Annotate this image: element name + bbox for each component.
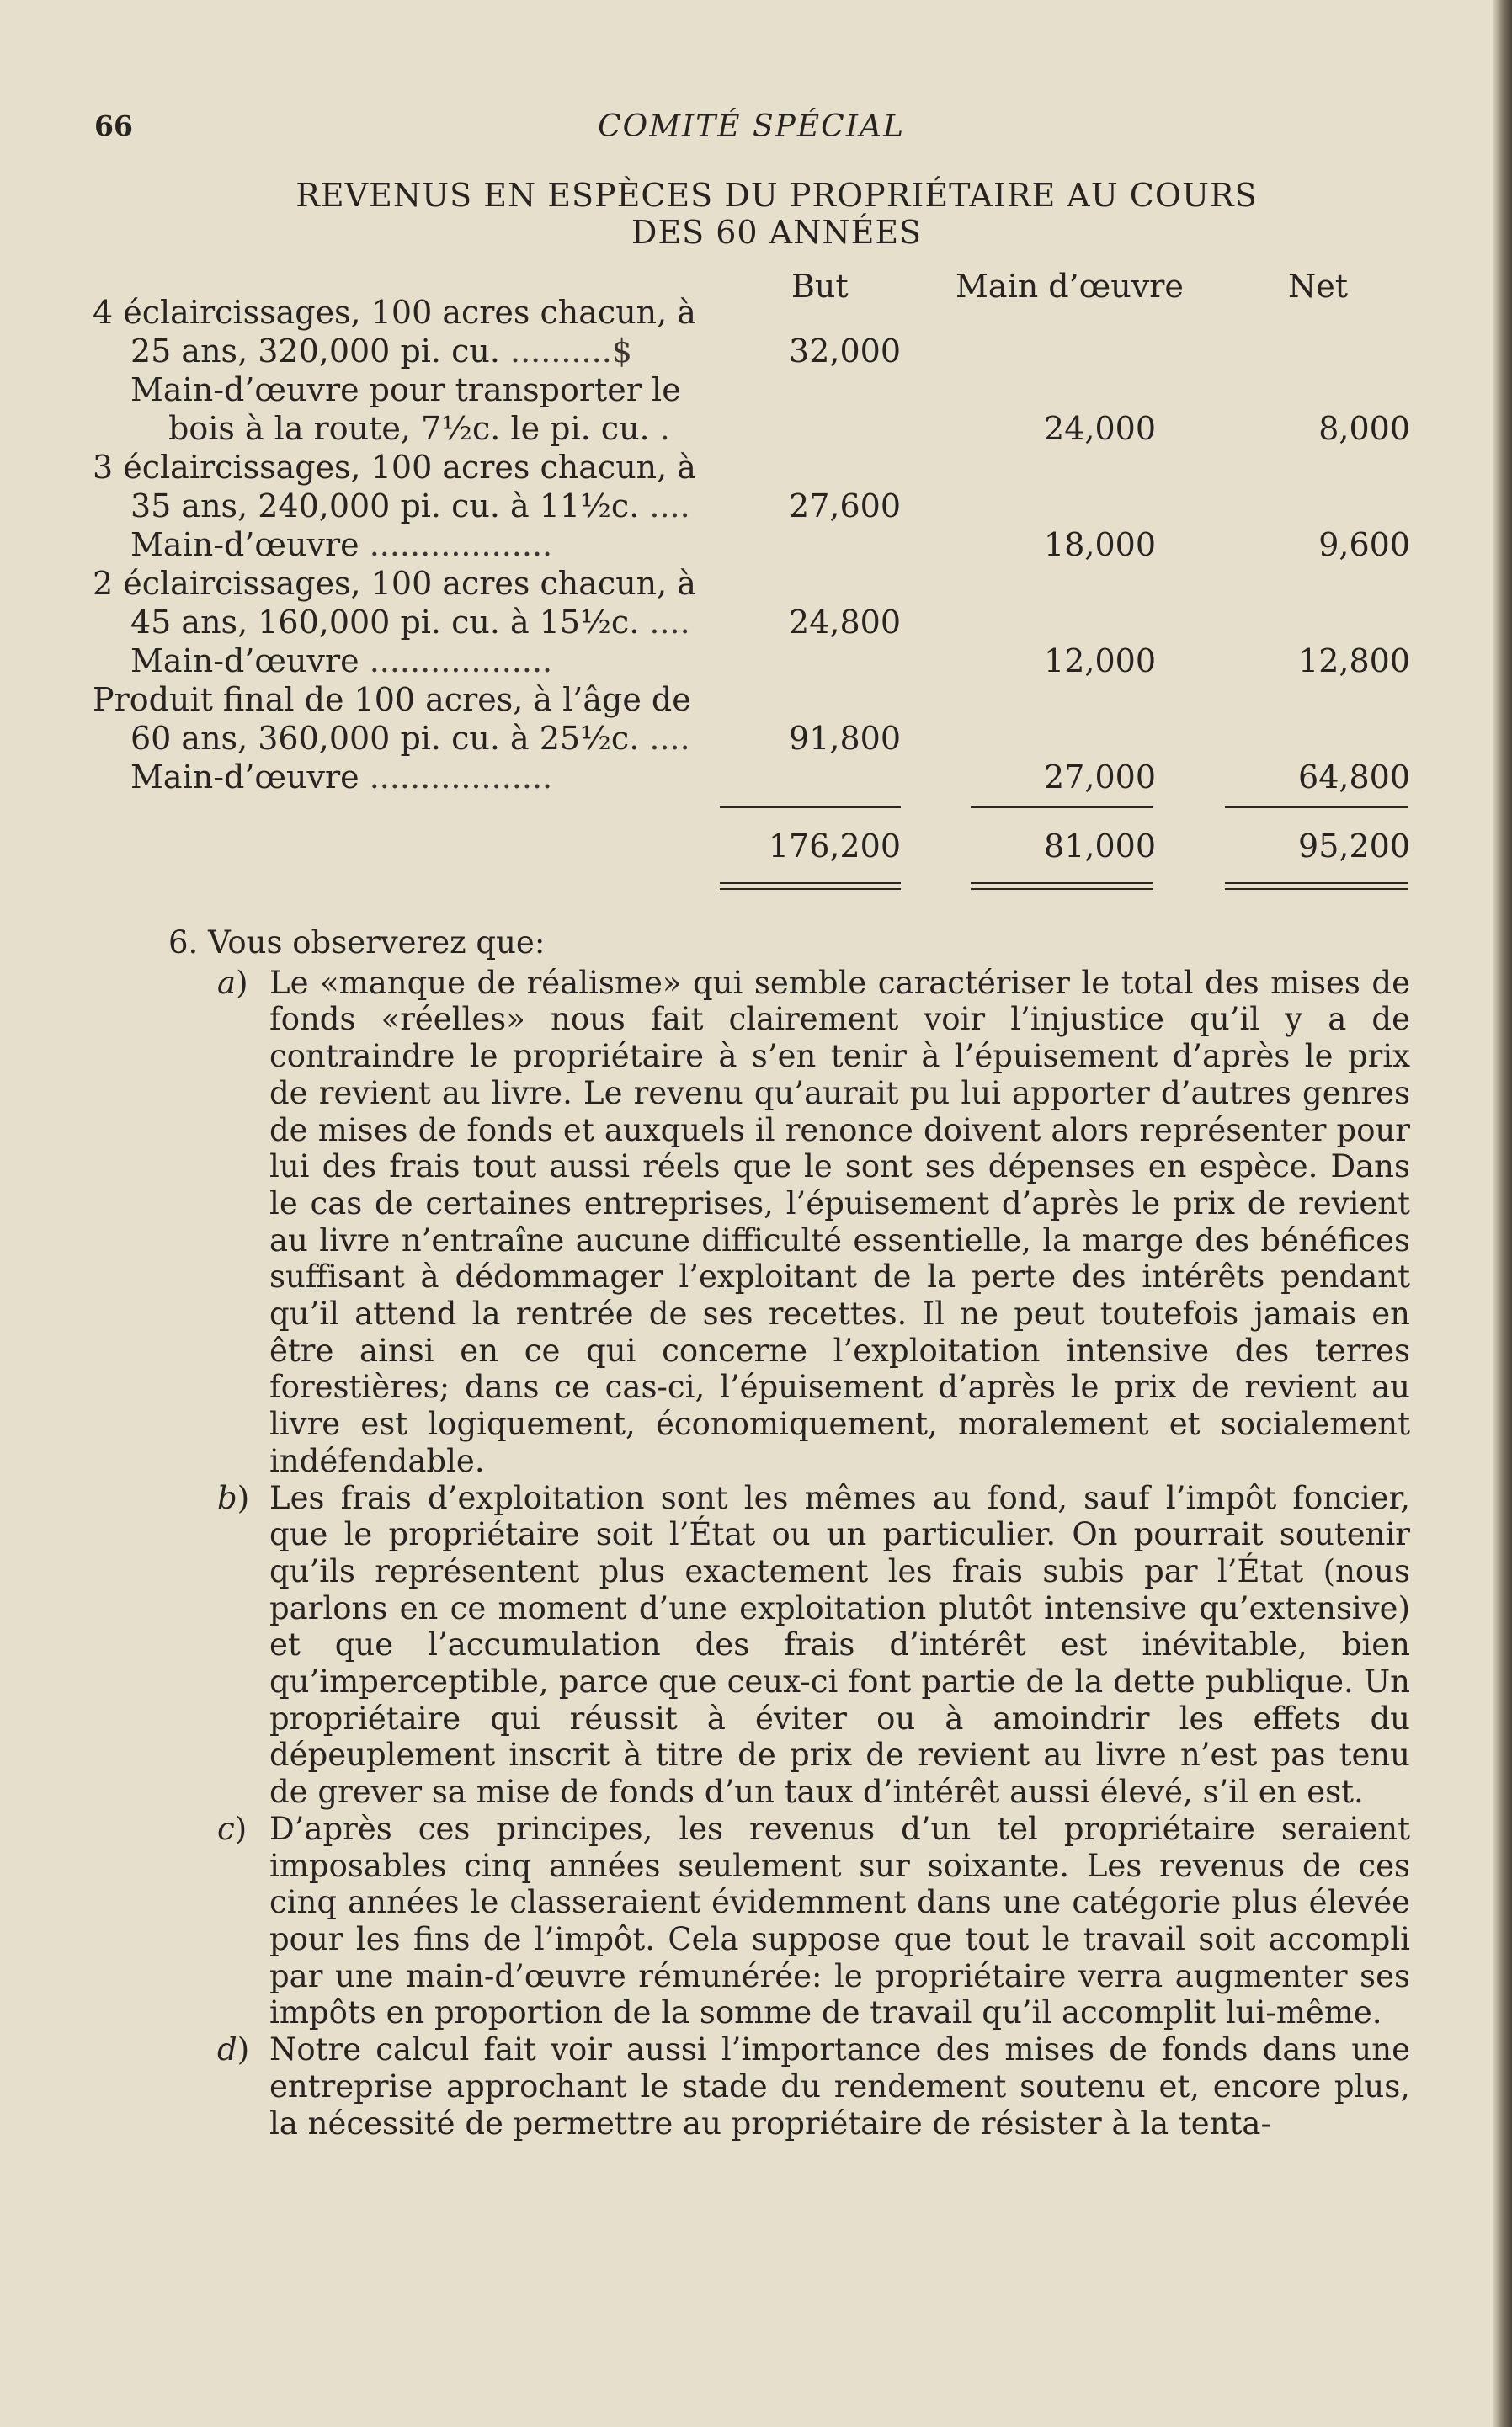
row-description: 35 ans, 240,000 pi. cu. à 11½c. bbox=[130, 487, 650, 524]
table-title-line-2: DES 60 ANNÉES bbox=[631, 214, 923, 251]
item-label: d bbox=[217, 2031, 237, 2068]
row-description: 25 ans, 320,000 pi. cu. bbox=[130, 333, 510, 370]
total-double-rule-net bbox=[1225, 882, 1408, 884]
table-row bbox=[93, 758, 1410, 796]
page-content bbox=[93, 101, 1410, 2142]
row-description: 3 éclaircissages, 100 acres chacun, à bbox=[93, 449, 696, 486]
section-intro: 6. Vous observerez que: bbox=[168, 924, 546, 961]
page-header bbox=[93, 101, 1410, 152]
table-row bbox=[93, 719, 1410, 758]
row-description: Produit final de 100 acres, à l’âge de bbox=[93, 681, 691, 718]
cell-but: 27,600 bbox=[789, 487, 901, 524]
table-row bbox=[93, 409, 1410, 448]
list-item: d) Notre calcul fait voir aussi l’importance des mises de fonds dans une entreprise approchant le stade du rendement soutenu et, encore plus, la nécessité de permettre au propriétaire de résister à la tenta- bbox=[217, 2031, 1410, 2142]
item-text: Le «manque de réalisme» qui semble caractériser le total des mises de fonds «réelles» nous fait clairement voir l’injustice qu’il y a de contraindre le propriétaire à s’en tenir à l’épuisement d’après le prix de revient au livre. Le revenu qu’aurait pu lui apporter d’autres genres de mises de fonds et auxquels il renonce doivent alors représenter pour lui des frais tout aussi réels que le sont ses dépenses en espèce. Dans le cas de certaines entreprises, l’épuisement d’après le prix de revient au livre n’entraîne aucune difficulté essentielle, la marge des bénéfices suffisant à dédommager l’exploitant de la perte des intérêts pendant qu’il attend la rentrée de ses recettes. Il ne peut toutefois jamais en être ainsi en ce qui concerne l’exploitation intensive des terres forestières; dans ce cas-ci, l’épuisement d’après le prix de revient au livre est logiquement, économiquement, moralement et socialement indéfendable. bbox=[269, 964, 1410, 1479]
cell-but: 32,000 bbox=[789, 333, 901, 370]
cell-net: 64,800 bbox=[1298, 758, 1410, 796]
total-double-rule-but bbox=[720, 888, 901, 890]
page-number: 66 bbox=[94, 109, 133, 142]
cell-net: 12,800 bbox=[1298, 642, 1410, 679]
cell-main-doeuvre: 27,000 bbox=[1044, 758, 1156, 796]
row-description: Main-d’œuvre bbox=[130, 642, 370, 679]
item-text: Les frais d’exploitation sont les mêmes au fond, sauf l’impôt foncier, que le propriétaire soit l’État ou un particulier. On pourrait soutenir qu’ils représentent plus exactement les frais subis par l’État (nous parlons en ce moment d’une exploitation plutôt intensive qu’extensive) et que l’accumulation des frais d’intérêt est inévitable, bien qu’imperceptible, parce que ceux-ci font partie de la dette publique. Un propriétaire qui réussit à éviter ou à amoindrir les effets du dépeuplement inscrit à titre de prix de revient au livre n’est pas tenu de grever sa mise de fonds d’un taux d’intérêt aussi élevé, s’il en est. bbox=[269, 1479, 1410, 1811]
row-description: Main-d’œuvre bbox=[130, 758, 370, 796]
total-main-doeuvre: 81,000 bbox=[1044, 828, 1156, 865]
column-header-main-doeuvre: Main d’œuvre bbox=[956, 268, 1184, 305]
table-row bbox=[93, 293, 1410, 332]
column-header-but: But bbox=[791, 268, 849, 305]
total-double-rule-main bbox=[971, 882, 1153, 884]
row-description: Main-d’œuvre pour transporter le bbox=[130, 371, 681, 408]
cell-main-doeuvre: 24,000 bbox=[1044, 410, 1156, 447]
list-item: c) D’après ces principes, les revenus d’un tel propriétaire seraient imposables cinq années seulement sur soixante. Les revenus de ces cinq années le classeraient évidemment dans une catégorie plus élevée pour les fins de l’impôt. Cela suppose que tout le travail soit accompli par une main-d’œuvre rémunérée: le propriétaire verra augmenter ses impôts en proportion de la somme de travail qu’il accomplit lui-même. bbox=[217, 1810, 1410, 2031]
item-text: D’après ces principes, les revenus d’un tel propriétaire seraient imposables cinq années seulement sur soixante. Les revenus de ces cinq années le classeraient évidemment dans une catégorie plus élevée pour les fins de l’impôt. Cela suppose que tout le travail soit accompli par une main-d’œuvre rémunérée: le propriétaire verra augmenter ses impôts en proportion de la somme de travail qu’il accomplit lui-même. bbox=[269, 1810, 1410, 2031]
item-text: Notre calcul fait voir aussi l’importance des mises de fonds dans une entreprise approchant le stade du rendement soutenu et, encore plus, la nécessité de permettre au propriétaire de résister à la tenta- bbox=[269, 2031, 1410, 2142]
table-row bbox=[93, 641, 1410, 680]
body-text bbox=[93, 924, 1410, 2142]
item-label: c bbox=[217, 1810, 235, 1847]
total-double-rule-net bbox=[1225, 888, 1408, 890]
subtotal-rule-main bbox=[971, 806, 1153, 808]
table-title-line-1: REVENUS EN ESPÈCES DU PROPRIÉTAIRE AU COURS bbox=[295, 177, 1258, 214]
table-row bbox=[93, 603, 1410, 641]
row-description: 2 éclaircissages, 100 acres chacun, à bbox=[93, 565, 696, 602]
table-row bbox=[93, 525, 1410, 564]
total-double-rule-main bbox=[971, 888, 1153, 890]
row-description: bois à la route, 7½c. le pi. cu. bbox=[168, 410, 660, 447]
item-label: b bbox=[217, 1479, 237, 1516]
subtotal-rule-net bbox=[1225, 806, 1408, 808]
subtotal-rule-but bbox=[720, 806, 901, 808]
row-description: 45 ans, 160,000 pi. cu. à 15½c. bbox=[130, 604, 650, 641]
total-double-rule-but bbox=[720, 882, 901, 884]
dot-leader: .... bbox=[649, 487, 690, 524]
list-item: b) Les frais d’exploitation sont les mêmes au fond, sauf l’impôt foncier, que le propriétaire soit l’État ou un particulier. On pourrait soutenir qu’ils représentent plus exactement les frais subis par l’État (nous parlons en ce moment d’une exploitation plutôt intensive qu’extensive) et que l’accumulation des frais d’intérêt est inévitable, bien qu’imperceptible, parce que ceux-ci font partie de la dette publique. Un propriétaire qui réussit à éviter ou à amoindrir les effets du dépeuplement inscrit à titre de prix de revient au livre n’est pas tenu de grever sa mise de fonds d’un taux d’intérêt aussi élevé, s’il en est. bbox=[217, 1479, 1410, 1811]
dot-leader: .................. bbox=[369, 758, 553, 796]
dot-leader: ..........$ bbox=[510, 333, 632, 370]
page-edge-shadow bbox=[1493, 0, 1512, 2427]
dot-leader: . bbox=[659, 410, 670, 447]
dot-leader: .... bbox=[649, 604, 690, 641]
column-header-net: Net bbox=[1288, 268, 1349, 305]
dot-leader: .................. bbox=[369, 642, 553, 679]
item-label: a bbox=[217, 964, 237, 1001]
row-description: 4 éclaircissages, 100 acres chacun, à bbox=[93, 294, 696, 331]
table-row bbox=[93, 332, 1410, 370]
cell-but: 91,800 bbox=[789, 720, 901, 757]
table-row bbox=[93, 564, 1410, 603]
cell-net: 8,000 bbox=[1318, 410, 1410, 447]
table-title bbox=[93, 177, 1410, 251]
row-description: Main-d’œuvre bbox=[130, 526, 370, 563]
row-description: 60 ans, 360,000 pi. cu. à 25½c. bbox=[130, 720, 650, 757]
dot-leader: .... bbox=[649, 720, 690, 757]
list-item: a) Le «manque de réalisme» qui semble caractériser le total des mises de fonds «réelles» nous fait clairement voir l’injustice qu’il y a de contraindre le propriétaire à s’en tenir à l’épuisement d’après le prix de revient au livre. Le revenu qu’aurait pu lui apporter d’autres genres de mises de fonds et auxquels il renonce doivent alors représenter pour lui des frais tout aussi réels que le sont ses dépenses en espèce. Dans le cas de certaines entreprises, l’épuisement d’après le prix de revient au livre n’entraîne aucune difficulté essentielle, la marge des bénéfices suffisant à dédommager l’exploitant de la perte des intérêts pendant qu’il attend la rentrée de ses recettes. Il ne peut toutefois jamais en être ainsi en ce qui concerne l’exploitation intensive des terres forestières; dans ce cas-ci, l’épuisement d’après le prix de revient au livre est logiquement, économiquement, moralement et socialement indéfendable. bbox=[217, 964, 1410, 1479]
revenue-table bbox=[93, 268, 1410, 1017]
table-row bbox=[93, 448, 1410, 487]
table-total-row bbox=[93, 827, 1410, 865]
table-row bbox=[93, 487, 1410, 525]
table-row bbox=[93, 370, 1410, 409]
running-title: COMITÉ SPÉCIAL bbox=[598, 109, 905, 144]
total-but: 176,200 bbox=[768, 828, 901, 865]
cell-main-doeuvre: 12,000 bbox=[1044, 642, 1156, 679]
cell-main-doeuvre: 18,000 bbox=[1044, 526, 1156, 563]
dot-leader: .................. bbox=[369, 526, 553, 563]
table-row bbox=[93, 680, 1410, 719]
cell-but: 24,800 bbox=[789, 604, 901, 641]
total-net: 95,200 bbox=[1298, 828, 1410, 865]
cell-net: 9,600 bbox=[1318, 526, 1410, 563]
